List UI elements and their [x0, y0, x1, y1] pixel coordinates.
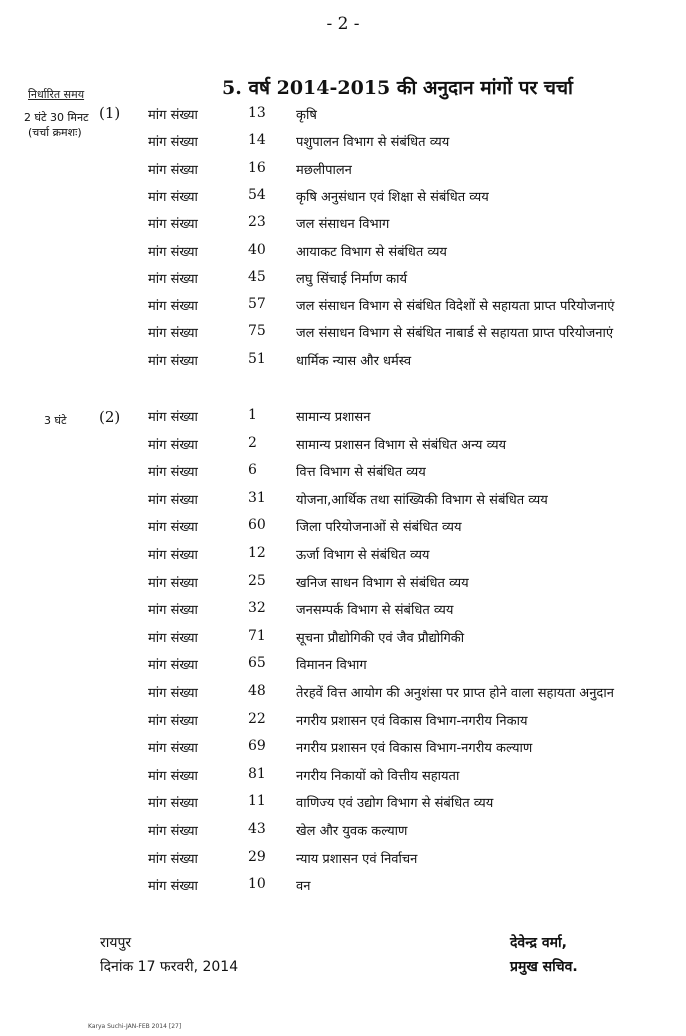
demand-description: लघु सिंचाई निर्माण कार्य	[296, 271, 408, 287]
group-2-number: (2)	[99, 408, 121, 426]
demand-label: मांग संख्या	[148, 768, 198, 784]
demand-label: मांग संख्या	[148, 244, 198, 260]
demand-label: मांग संख्या	[148, 135, 198, 151]
demand-label: मांग संख्या	[148, 437, 198, 453]
group-1-number: (1)	[99, 104, 121, 122]
demand-number: 6	[248, 462, 257, 479]
demand-label: मांग संख्या	[148, 686, 198, 701]
page-title: 5. वर्ष 2014-2015 की अनुदान मांगों पर चर्चा	[222, 77, 573, 99]
demand-description: जल संसाधन विभाग	[296, 217, 390, 233]
demand-row	[0, 683, 686, 710]
demand-label: मांग संख्या	[148, 575, 198, 591]
demand-label: मांग संख्या	[148, 658, 198, 674]
demand-row	[0, 573, 686, 600]
demand-row	[0, 766, 686, 793]
demand-row	[0, 187, 686, 214]
demand-number: 25	[248, 572, 266, 589]
demand-number: 65	[248, 655, 266, 672]
demand-row	[0, 214, 686, 241]
demand-number: 51	[248, 350, 266, 367]
demand-number: 2	[248, 434, 257, 451]
demand-number: 31	[248, 489, 266, 506]
demand-description: विमानन विभाग	[296, 658, 367, 674]
demand-row	[0, 600, 686, 627]
demand-row	[0, 876, 686, 903]
demand-row	[0, 628, 686, 655]
demand-number: 10	[248, 876, 266, 893]
demand-row	[0, 132, 686, 159]
demand-number: 22	[248, 710, 266, 727]
demand-label: मांग संख्या	[148, 796, 198, 812]
demand-label: मांग संख्या	[148, 162, 198, 178]
demand-description: वन	[296, 879, 311, 895]
demand-number: 69	[248, 738, 266, 755]
demand-number: 60	[248, 517, 266, 534]
demand-row	[0, 793, 686, 820]
demand-number: 14	[248, 132, 266, 149]
demand-number: 48	[248, 683, 266, 699]
demand-label: मांग संख्या	[148, 465, 198, 481]
demand-number: 29	[248, 848, 266, 865]
demand-row	[0, 105, 686, 132]
demand-number: 43	[248, 821, 266, 837]
demand-description: पशुपालन विभाग से संबंधित व्यय	[296, 135, 450, 151]
demand-label: मांग संख्या	[148, 326, 198, 342]
demand-description: योजना,आर्थिक तथा सांख्यिकी विभाग से संबंधित व्यय	[296, 492, 548, 508]
group-1-note: (चर्चा क्रमशः)	[28, 126, 82, 139]
demand-number: 71	[248, 627, 266, 644]
demand-description: मछलीपालन	[296, 162, 352, 178]
demand-row	[0, 490, 686, 517]
demand-number: 75	[248, 323, 266, 340]
file-reference: Karya Suchi-JAN-FEB 2014 [27]	[88, 1023, 182, 1030]
demand-description: कृषि	[296, 108, 317, 123]
demand-number: 16	[248, 159, 266, 176]
demand-row	[0, 296, 686, 323]
allotted-time-header: निर्धारित समय	[28, 88, 85, 101]
demand-number: 1	[248, 407, 257, 423]
demand-label: मांग संख्या	[148, 548, 198, 563]
demand-description: सामान्य प्रशासन	[296, 410, 371, 425]
demand-row	[0, 655, 686, 682]
demand-label: मांग संख्या	[148, 741, 198, 757]
demand-description: सामान्य प्रशासन विभाग से संबंधित अन्य व्यय	[296, 437, 507, 453]
demand-label: मांग संख्या	[148, 492, 198, 508]
signatory-title: प्रमुख सचिव.	[510, 959, 578, 975]
demand-label: मांग संख्या	[148, 410, 198, 425]
demand-description: धार्मिक न्यास और धर्मस्व	[296, 353, 412, 369]
demand-label: मांग संख्या	[148, 108, 198, 123]
demand-number: 12	[248, 545, 266, 561]
demand-description: आयाकट विभाग से संबंधित व्यय	[296, 244, 447, 260]
demand-row	[0, 738, 686, 765]
demand-row	[0, 407, 686, 434]
demand-label: मांग संख्या	[148, 603, 198, 619]
demand-label: मांग संख्या	[148, 630, 198, 646]
demand-row	[0, 821, 686, 848]
demand-row	[0, 545, 686, 572]
demand-row	[0, 351, 686, 378]
demand-description: जनसम्पर्क विभाग से संबंधित व्यय	[296, 603, 454, 619]
demand-number: 45	[248, 268, 266, 285]
demand-label: मांग संख्या	[148, 353, 198, 369]
demand-label: मांग संख्या	[148, 851, 198, 867]
demand-description: न्याय प्रशासन एवं निर्वाचन	[296, 851, 418, 867]
demand-description: जिला परियोजनाओं से संबंधित व्यय	[296, 520, 462, 536]
demand-row	[0, 849, 686, 876]
demand-row	[0, 711, 686, 738]
demand-label: मांग संख्या	[148, 299, 198, 315]
demand-number: 13	[248, 105, 266, 121]
demand-description: जल संसाधन विभाग से संबंधित नाबार्ड से सहायता प्राप्त परियोजनाएं	[296, 326, 614, 342]
demand-row	[0, 517, 686, 544]
demand-description: नगरीय निकायों को वित्तीय सहायता	[296, 768, 460, 784]
demand-description: नगरीय प्रशासन एवं विकास विभाग-नगरीय निकाय	[296, 713, 528, 729]
demand-description: कृषि अनुसंधान एवं शिक्षा से संबंधित व्यय	[296, 189, 489, 205]
demand-label: मांग संख्या	[148, 189, 198, 205]
demand-number: 81	[248, 765, 266, 782]
demand-row	[0, 269, 686, 296]
demand-label: मांग संख्या	[148, 217, 198, 233]
demand-description: सूचना प्रौद्योगिकी एवं जैव प्रौद्योगिकी	[296, 630, 465, 646]
demand-description: ऊर्जा विभाग से संबंधित व्यय	[296, 548, 430, 563]
footer-date: दिनांक 17 फरवरी, 2014	[100, 959, 239, 975]
demand-row	[0, 323, 686, 350]
demand-description: वाणिज्य एवं उद्योग विभाग से संबंधित व्यय	[296, 796, 494, 812]
demand-description: खेल और युवक कल्याण	[296, 824, 408, 839]
demand-row	[0, 242, 686, 269]
demand-label: मांग संख्या	[148, 824, 198, 839]
demand-number: 11	[248, 793, 266, 810]
group-2-time: 3 घंटे	[44, 414, 67, 427]
demand-label: मांग संख्या	[148, 713, 198, 729]
demand-label: मांग संख्या	[148, 520, 198, 536]
demand-number: 32	[248, 600, 266, 617]
group-1-time: 2 घंटे 30 मिनट	[24, 111, 89, 124]
demand-number: 57	[248, 296, 266, 313]
signatory-name: देवेन्द्र वर्मा,	[510, 935, 567, 951]
demand-description: तेरहवें वित्त आयोग की अनुशंसा पर प्राप्त होने वाला सहायता अनुदान	[296, 686, 614, 701]
demand-number: 23	[248, 214, 266, 231]
demand-row	[0, 462, 686, 489]
page-number: - 2 -	[326, 14, 360, 34]
demand-row	[0, 160, 686, 187]
footer-place: रायपुर	[100, 935, 132, 951]
demand-label: मांग संख्या	[148, 879, 198, 895]
demand-number: 40	[248, 241, 266, 258]
demand-label: मांग संख्या	[148, 271, 198, 287]
demand-description: खनिज साधन विभाग से संबंधित व्यय	[296, 575, 469, 591]
demand-number: 54	[248, 186, 266, 203]
demand-description: नगरीय प्रशासन एवं विकास विभाग-नगरीय कल्याण	[296, 741, 533, 757]
demand-description: जल संसाधन विभाग से संबंधित विदेशों से सहायता प्राप्त परियोजनाएं	[296, 299, 615, 315]
demand-description: वित्त विभाग से संबंधित व्यय	[296, 465, 426, 481]
demand-row	[0, 435, 686, 462]
